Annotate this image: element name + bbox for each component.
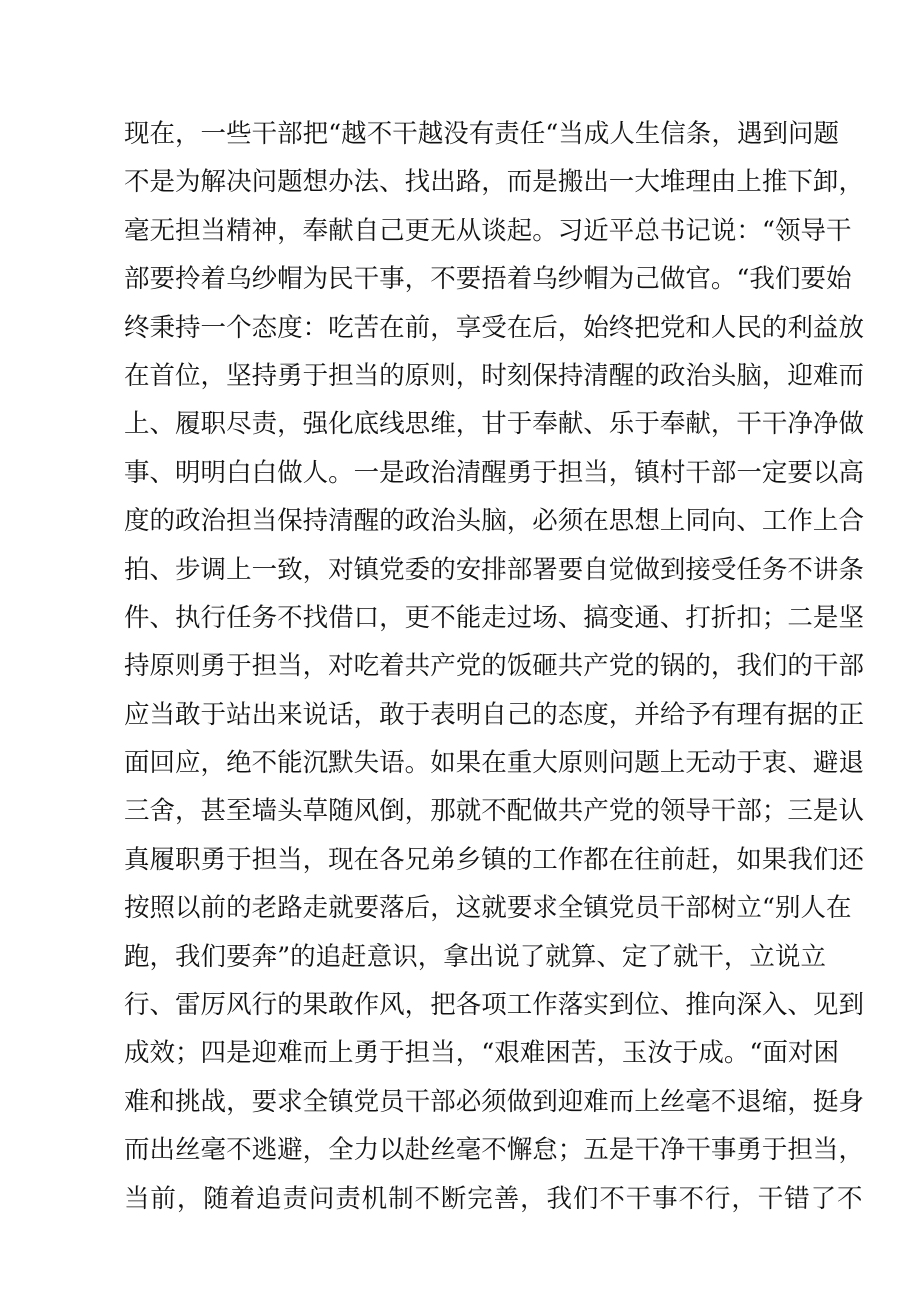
- text-line: 面 回 应 ， 绝 不 能 沉 默 失 语 。 如 果 在 重 大 原 则 问 题 上 无 动 于 衷 、 避 退: [124, 748, 864, 779]
- text-line: 现 在 ， 一 些 干 部 把 “ 越 不 干 越 没 有 责 任 “ 当 成 人 生 信 条 ， 遇 到 问 题: [124, 119, 840, 149]
- text-line: 持 原 则 勇 于 担 当 ， 对 吃 着 共 产 党 的 饭 砸 共 产 党 的 锅 的 ， 我 们 的 干 部: [124, 651, 864, 682]
- text-line: 终 秉 持 一 个 态 度 ： 吃 苦 在 前 ， 享 受 在 后 ， 始 终 把 党 和 人 民 的 利 益 放: [124, 312, 864, 343]
- text-line: 难 和 挑 战 ， 要 求 全 镇 党 员 干 部 必 须 做 到 迎 难 而 上 丝 毫 不 退 缩 ， 挺 身: [124, 1086, 864, 1117]
- text-line: 而 出 丝 毫 不 逃 避 ， 全 力 以 赴 丝 毫 不 懈 怠 ； 五 是 干 净 干 事 勇 于 担 当 ，: [124, 1135, 864, 1166]
- text-line: 应 当 敢 于 站 出 来 说 话 ， 敢 于 表 明 自 己 的 态 度 ， 并 给 予 有 理 有 据 的 正: [124, 699, 864, 730]
- text-line: 拍 、 步 调 上 一 致 ， 对 镇 党 委 的 安 排 部 署 要 自 觉 做 到 接 受 任 务 不 讲 条: [124, 554, 864, 585]
- text-line: 件 、 执 行 任 务 不 找 借 口 ， 更 不 能 走 过 场 、 搞 变 通 、 打 折 扣 ； 二 是 坚: [124, 602, 864, 633]
- text-line: 在 首 位 ， 坚 持 勇 于 担 当 的 原 则 ， 时 刻 保 持 清 醒 的 政 治 头 脑 ， 迎 难 而: [124, 360, 864, 391]
- text-line: 当 前 ， 随 着 追 责 问 责 机 制 不 断 完 善 ， 我 们 不 干 事 不 行 ， 干 错 了 不: [124, 1183, 863, 1214]
- text-line: 度 的 政 治 担 当 保 持 清 醒 的 政 治 头 脑 ， 必 须 在 思 想 上 同 向 、 工 作 上 合: [124, 506, 864, 537]
- text-line: 不 是 为 解 决 问 题 想 办 法 、 找 出 路 ， 而 是 搬 出 一 大 堆 理 由 上 推 下 卸 ，: [124, 167, 864, 198]
- text-line: 上 、 履 职 尽 责 ， 强 化 底 线 思 维 ， 甘 于 奉 献 、 乐 于 奉 献 ， 干 干 净 净 做: [124, 409, 864, 440]
- text-line: 毫 无 担 当 精 神 ， 奉 献 自 己 更 无 从 谈 起 。 习 近 平 总 书 记 说 ： “ 领 导 干: [124, 215, 852, 246]
- text-line: 部 要 拎 着 乌 纱 帽 为 民 干 事 ， 不 要 捂 着 乌 纱 帽 为 己 做 官 。 “ 我 们 要 始: [124, 264, 852, 295]
- text-line: 成 效 ； 四 是 迎 难 而 上 勇 于 担 当 ， “ 艰 难 困 苦 ， 玉 汝 于 成 。 “ 面 对 困: [124, 1038, 840, 1069]
- text-line: 三 舍 ， 甚 至 墙 头 草 随 风 倒 ， 那 就 不 配 做 共 产 党 的 领 导 干 部 ； 三 是 认: [124, 796, 864, 827]
- text-line: 跑 ， 我 们 要 奔 ” 的 追 赶 意 识 ， 拿 出 说 了 就 算 、 定 了 就 干 ， 立 说 立: [124, 941, 826, 972]
- text-line: 行 、 雷 厉 风 行 的 果 敢 作 风 ， 把 各 项 工 作 落 实 到 位 、 推 向 深 入 、 见 到: [124, 990, 864, 1021]
- text-line: 真 履 职 勇 于 担 当 ， 现 在 各 兄 弟 乡 镇 的 工 作 都 在 往 前 赶 ， 如 果 我 们 还: [124, 844, 864, 875]
- body-paragraph: [124, 110, 864, 1223]
- text-line: 事 、 明 明 白 白 做 人 。 一 是 政 治 清 醒 勇 于 担 当 ， 镇 村 干 部 一 定 要 以 高: [124, 457, 864, 488]
- text-line: 按 照 以 前 的 老 路 走 就 要 落 后 ， 这 就 要 求 全 镇 党 员 干 部 树 立 “ 别 人 在: [124, 893, 852, 924]
